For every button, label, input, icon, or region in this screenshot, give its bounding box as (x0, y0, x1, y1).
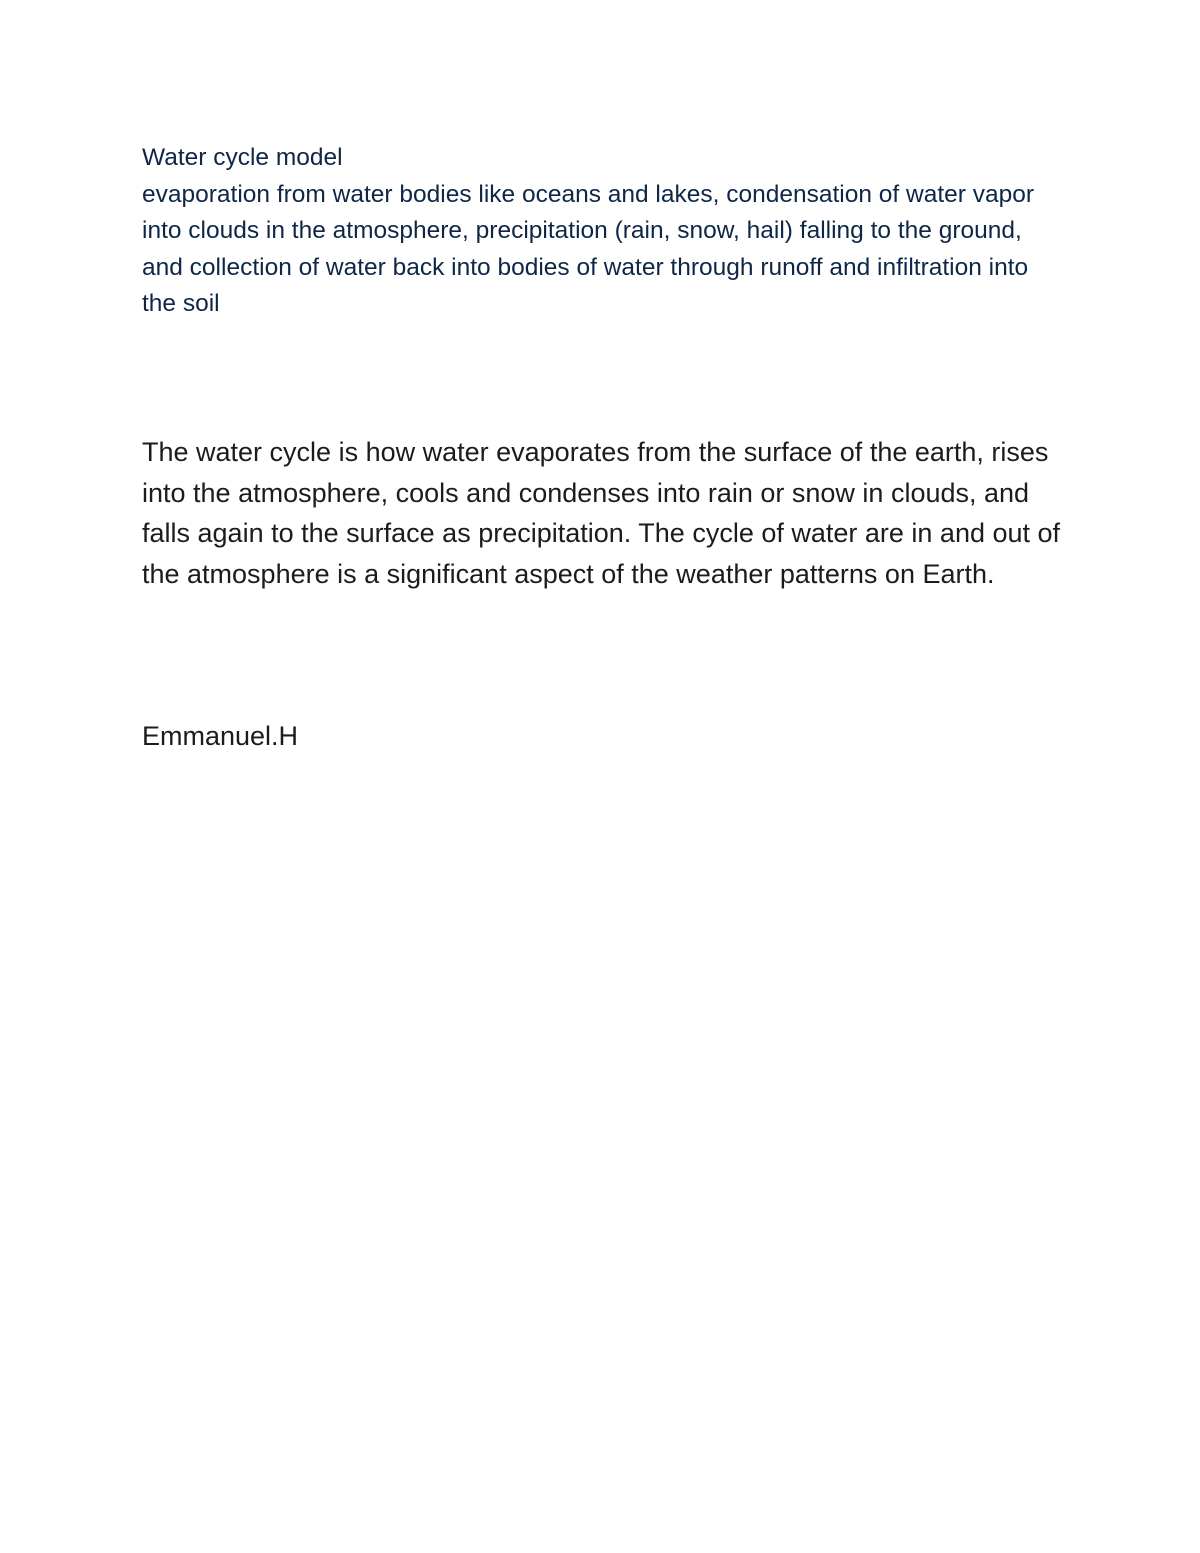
body-paragraph: The water cycle is how water evaporates from the surface of the earth, rises into the atmosphere, cools and condenses into rain or snow in clouds, and falls again to the surface as precipitation. The cycle of water are in and out of the atmosphere is a significant aspect of the weather patterns on Earth. (142, 437, 1061, 589)
definition-text: evaporation from water bodies like oceans and lakes, condensation of water vapor into clouds in the atmosphere, precipitation (rain, snow, hail) falling to the ground, and collection of water back into bodies of water through runoff and infiltration into the soil (142, 180, 1035, 317)
author-signature: Emmanuel.H (142, 721, 299, 751)
document-title: Water cycle model (142, 144, 343, 171)
heading-block (142, 140, 1062, 323)
